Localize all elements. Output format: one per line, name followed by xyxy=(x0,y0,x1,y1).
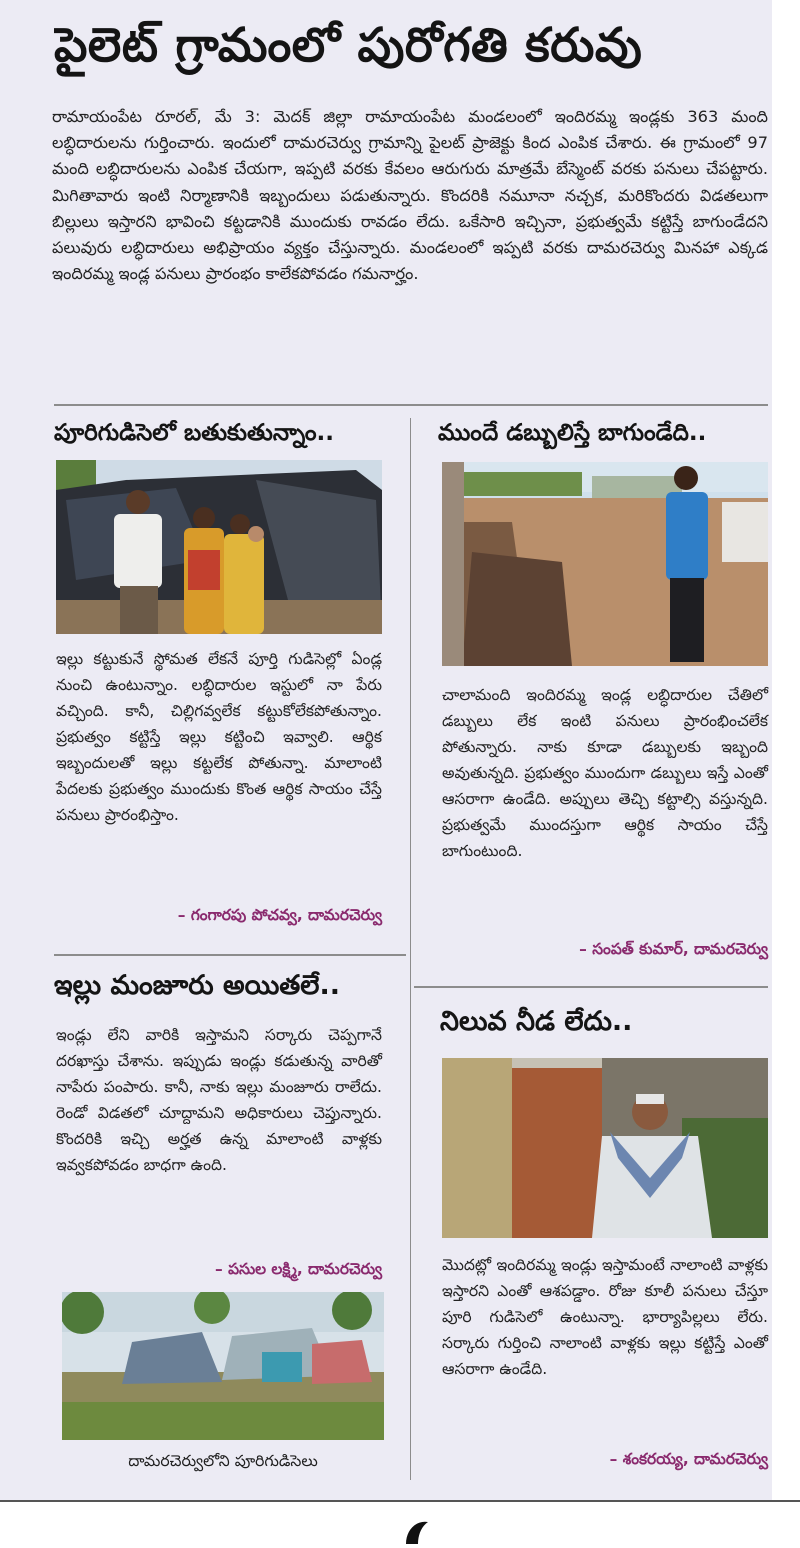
byline-pasula: – పసుల లక్ష్మి, దామరచెర్వు xyxy=(215,1260,382,1278)
photo-construction-site xyxy=(442,462,768,666)
story-body-shankaraiah: మొదట్లో ఇందిరమ్మ ఇండ్లు ఇస్తామంటే నాలాంటి వాళ్లకు ఇస్తారని ఎంతో ఆశపడ్డాం. రోజు కూలీ పనులు చేస్తూ పూరి గుడిసెలో ఉంటున్నా. భార్యాపిల్లలు లేరు. సర్కారు గుర్తించి నాలాంటి వాళ్లకు ఇల్లు కట్టిస్తే ఎంతో ఆసరాగా ఉండేది. xyxy=(442,1256,768,1378)
story-body-pasula: ఇండ్లు లేని వారికి ఇస్తామని సర్కారు చెప్పగానే దరఖాస్తు చేశాను. ఇప్పుడు ఇండ్లు కడుతున్న వారితో నాపేరు పంపారు. కానీ, నాకు ఇల్లు మంజూరు రాలేదు. రెండో విడతలో చూద్దామని అధికారులు చెప్తున్నారు. కొందరికి ఇచ్చి అర్హత ఉన్న మాలాంటి వాళ్లకు ఇవ్వకపోవడం బాధగా ఉంది. xyxy=(56,1026,382,1174)
story-title-sampath: ముందే డబ్బులిస్తే బాగుండేది.. xyxy=(438,420,707,446)
page-bottom-rule xyxy=(0,1500,800,1502)
byline-shankaraiah: – శంకరయ్య, దామరచెర్వు xyxy=(609,1450,768,1468)
column-divider xyxy=(410,418,411,1480)
photo-elderly-man xyxy=(442,1058,768,1238)
lead-paragraph: రామాయంపేట రూరల్, మే 3: మెదక్ జిల్లా రామాయంపేట మండలంలో ఇందిరమ్మ ఇండ్లకు 363 మంది లబ్ధిదారులను గుర్తించారు. ఇందులో దామరచెర్వు గ్రామాన్ని పైలట్ ప్రాజెక్టు కింద ఎంపిక చేశారు. ఈ గ్రామంలో 97 మంది లబ్ధిదారులను ఎంపిక చేయగా, ఇప్పటి వరకు కేవలం ఆరుగురు మాత్రమే బేస్మెంట్ వరకు పనులు చేపట్టారు. మిగితావారు ఇంటి నిర్మాణానికి ఇబ్బందులు పడుతున్నారు. కొందరికి నమూనా నచ్చక, మరికొందరు విడతలుగా బిల్లులు ఇస్తారని భావించి కట్టడానికి ముందుకు రావడం లేదు. ఒకేసారి ఇచ్చినా, ప్రభుత్వమే కట్టిస్తే బాగుండేదని పలువురు లబ్ధిదారులు అభిప్రాయం వ్యక్తం చేస్తున్నారు. మండలంలో ఇప్పటి వరకు దామరచెర్వు మినహా ఎక్కడ ఇందిరమ్మ ఇండ్ల పనులు ప్రారంభం కాలేకపోవడం గమనార్హం. xyxy=(52,107,768,284)
photo-family-hut xyxy=(56,460,382,634)
byline-gangarapu: – గంగారపు పోచవ్వ, దామరచెర్వు xyxy=(177,906,382,924)
story-divider xyxy=(54,954,406,956)
next-page-fragment-mark xyxy=(400,1516,436,1544)
headline: పైలెట్ గ్రామంలో పురోగతి కరువు xyxy=(54,18,643,73)
section-divider xyxy=(54,404,768,406)
photo-huts-village xyxy=(62,1292,384,1440)
byline-sampath: – సంపత్ కుమార్, దామరచెర్వు xyxy=(579,940,768,958)
story-title-shankaraiah: నిలువ నీడ లేదు.. xyxy=(440,1006,633,1037)
story-body-gangarapu: ఇల్లు కట్టుకునే స్థోమత లేకనే పూర్తి గుడిసెల్లో ఏండ్ల నుంచి ఉంటున్నాం. లబ్ధిదారుల ఇస్టులో నా పేరు వచ్చింది. కానీ, చిల్లిగవ్వలేక కట్టుకోలేకపోతున్నాం. ప్రభుత్వం కట్టిస్తే ఇల్లు కట్టించి ఇవ్వాలి. ఆర్థిక ఇబ్బందులతో ఇల్లు కట్టలేక పోతున్నా. మాలాంటి పేదలకు ప్రభుత్వం ముందుకు కొంత ఆర్థిక సాయం చేస్తే పనులు ప్రారంభిస్తాం. xyxy=(56,650,382,824)
story-title-gangarapu: పూరిగుడిసెలో బతుకుతున్నాం.. xyxy=(54,420,334,446)
photo-caption: దామరచెర్వులోని పూరిగుడిసెలు xyxy=(128,1452,318,1470)
story-body-sampath: చాలామంది ఇందిరమ్మ ఇండ్ల లబ్ధిదారుల చేతిలో డబ్బులు లేక ఇంటి పనులు ప్రారంభించలేక పోతున్నారు. నాకు కూడా డబ్బులకు ఇబ్బంది అవుతున్నది. ప్రభుత్వం ముందుగా డబ్బులు ఇస్తే ఎంతో ఆసరాగా ఉండేది. అప్పులు తెచ్చి కట్టాల్సి వస్తున్నది. ప్రభుత్వమే ముందస్తుగా ఆర్థిక సాయం చేస్తే బాగుంటుంది. xyxy=(442,686,768,860)
story-title-pasula: ఇల్లు మంజూరు అయితలే.. xyxy=(54,970,340,1001)
story-divider xyxy=(414,986,768,988)
